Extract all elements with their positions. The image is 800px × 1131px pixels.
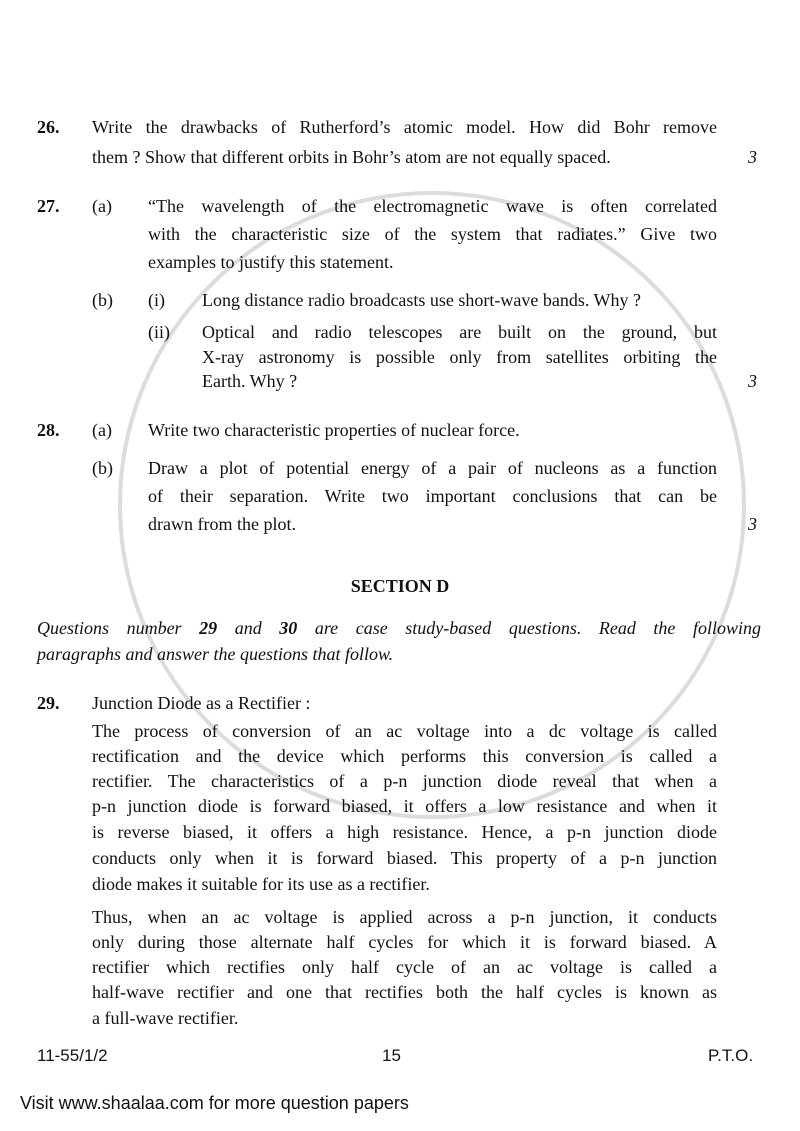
paper-code: 11-55/1/2: [37, 1046, 108, 1065]
q29-paragraph-line: p-n junction diode is forward biased, it offers a low resistance and when it: [92, 796, 717, 816]
q26-line: Write the drawbacks of Rutherford’s atomic model. How did Bohr remove: [92, 117, 717, 137]
instr-text: Questions number: [37, 618, 200, 638]
q27-bii-line: Optical and radio telescopes are built on the ground, but: [202, 322, 717, 342]
instr-q29: 29: [199, 618, 218, 638]
q28-b-label: (b): [92, 458, 113, 478]
q29-paragraph-line: rectification and the device which performs this conversion is called a: [92, 746, 717, 766]
q29-paragraph-line: rectifier. The characteristics of a p-n junction diode reveal that when a: [92, 771, 717, 791]
q29-paragraph-line: Thus, when an ac voltage is applied across a p-n junction, it conducts: [92, 907, 717, 927]
q27-marks: 3: [748, 371, 757, 391]
q26-marks: 3: [748, 147, 757, 167]
q27-bii-line: Earth. Why ?: [202, 371, 298, 391]
instr-text: are case study-based questions. Read the following: [297, 618, 762, 638]
q28-b-line: Draw a plot of potential energy of a pair of nucleons as a function: [148, 458, 717, 478]
q27-bi-label: (i): [148, 290, 165, 310]
page-number: 15: [382, 1046, 401, 1065]
pto: P.T.O.: [708, 1046, 754, 1065]
q27-a-line: “The wavelength of the electromagnetic wave is often correlated: [148, 196, 717, 216]
q29-number: 29.: [37, 693, 60, 713]
section-heading: SECTION D: [350, 576, 450, 596]
q26-number: 26.: [37, 117, 60, 137]
section-instructions: [37, 617, 761, 639]
q28-a-text: Write two characteristic properties of nuclear force.: [148, 420, 520, 440]
section-instructions-line: paragraphs and answer the questions that follow.: [37, 644, 394, 664]
q27-number: 27.: [37, 196, 60, 216]
q29-paragraph-line: is reverse biased, it offers a high resistance. Hence, a p-n junction diode: [92, 822, 717, 842]
q28-marks: 3: [748, 514, 757, 534]
q29-paragraph-line: only during those alternate half cycles for which it is forward biased. A: [92, 932, 717, 952]
q29-paragraph-line: diode makes it suitable for its use as a rectifier.: [92, 874, 430, 894]
q28-a-label: (a): [92, 420, 112, 440]
q27-a-label: (a): [92, 196, 112, 216]
q28-b-line: drawn from the plot.: [148, 514, 296, 534]
q29-paragraph-line: rectifier which rectifies only half cycle of an ac voltage is called a: [92, 957, 717, 977]
q27-bi-text: Long distance radio broadcasts use short-wave bands. Why ?: [202, 290, 642, 310]
q29-paragraph-line: half-wave rectifier and one that rectifies both the half cycles is known as: [92, 982, 717, 1002]
instr-text: and: [217, 618, 280, 638]
q28-number: 28.: [37, 420, 60, 440]
q27-b-label: (b): [92, 290, 113, 310]
q29-paragraph-line: a full-wave rectifier.: [92, 1008, 239, 1028]
q29-title: Junction Diode as a Rectifier :: [92, 693, 311, 713]
q28-b-line: of their separation. Write two important conclusions that can be: [148, 486, 717, 506]
q29-paragraph-line: conducts only when it is forward biased. This property of a p-n junction: [92, 848, 717, 868]
visit-link[interactable]: Visit www.shaalaa.com for more question papers: [20, 1093, 409, 1113]
instr-q30: 30: [279, 618, 298, 638]
q27-a-line: with the characteristic size of the system that radiates.” Give two: [148, 224, 717, 244]
q26-line: them ? Show that different orbits in Bohr’s atom are not equally spaced.: [92, 147, 611, 167]
q27-a-line: examples to justify this statement.: [148, 252, 394, 272]
q27-bii-line: X-ray astronomy is possible only from satellites orbiting the: [202, 347, 717, 367]
q29-paragraph-line: The process of conversion of an ac voltage into a dc voltage is called: [92, 721, 717, 741]
q27-bii-label: (ii): [148, 322, 170, 342]
